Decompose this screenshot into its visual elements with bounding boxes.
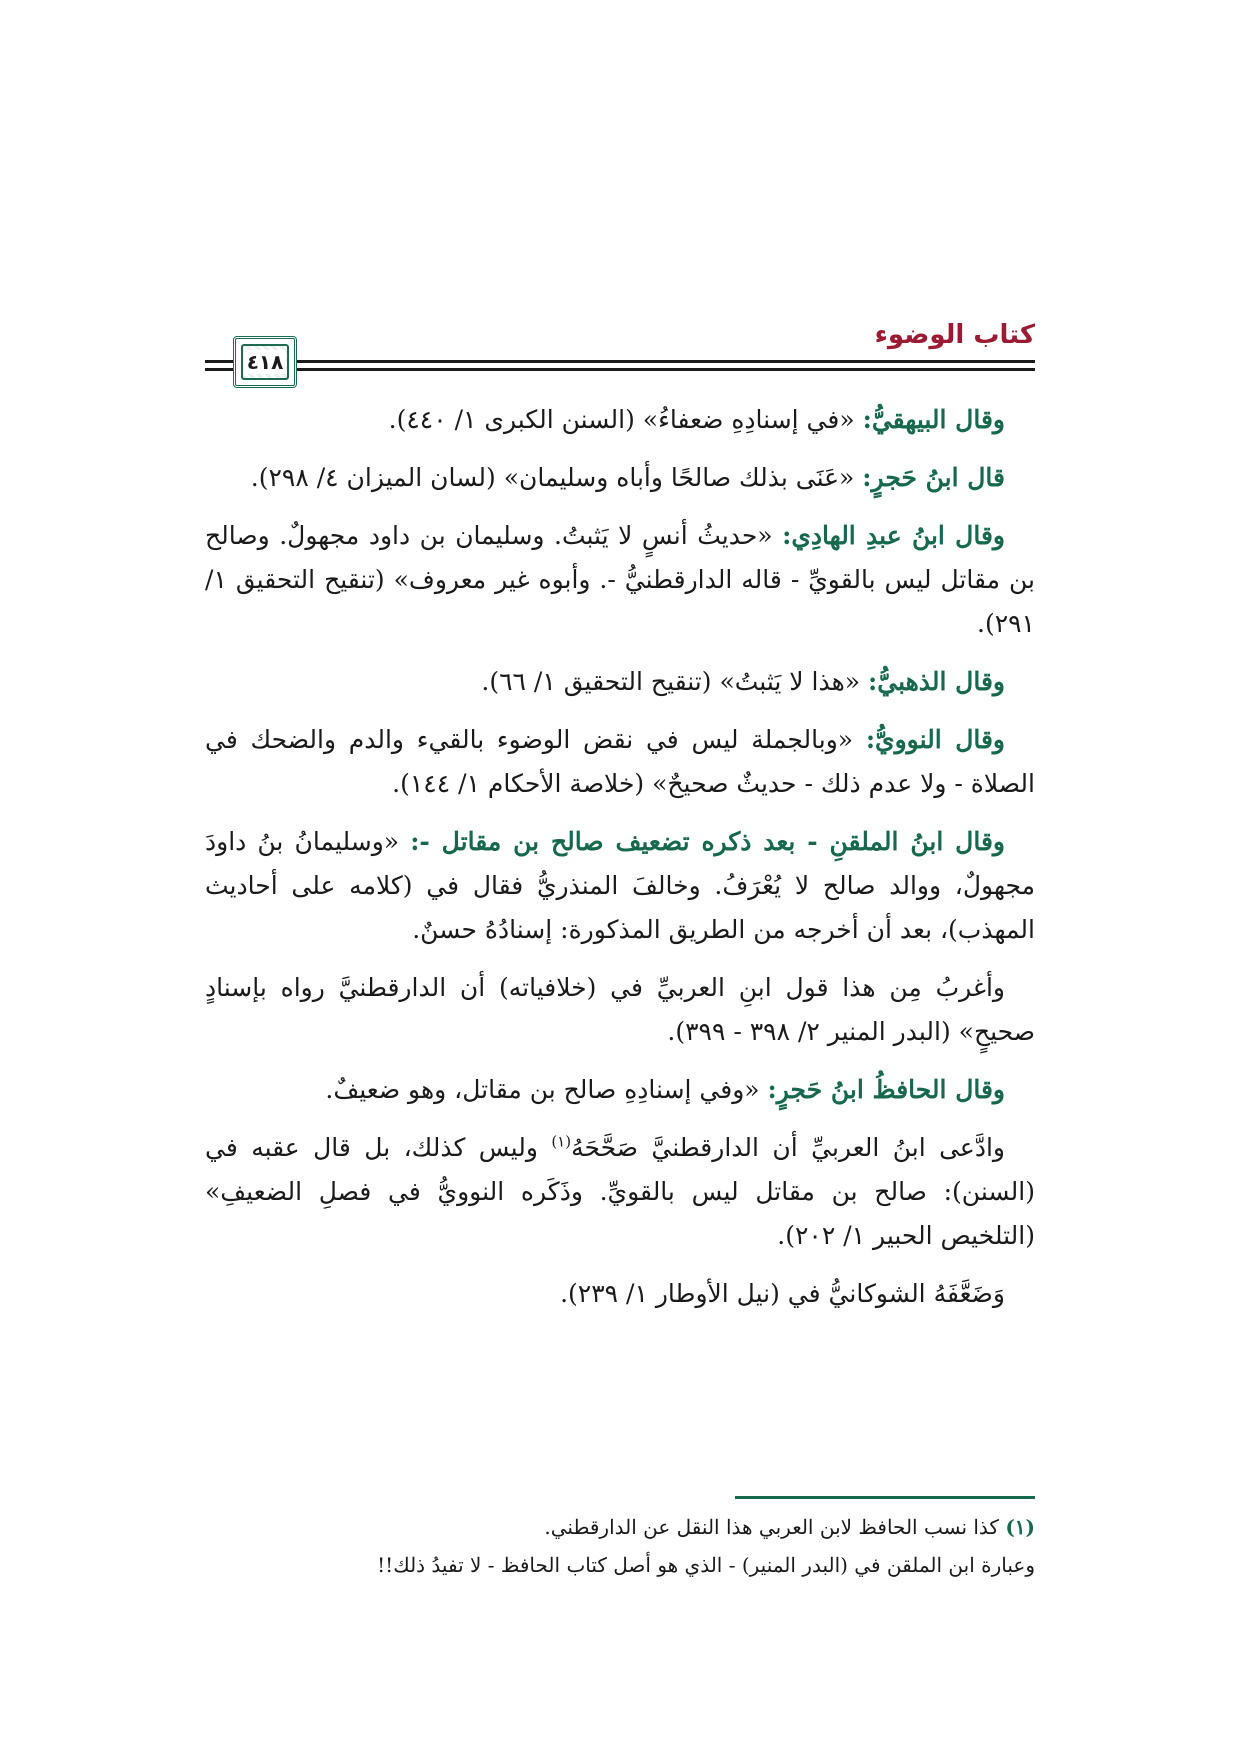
paragraph [205, 456, 1035, 500]
quote-text: وليس كذلك، بل قال عقبه في (السنن): صالح بن مقاتل ليس بالقويِّ. وذَكَره النوويُّ في فصلِ الضعيفِ» (التلخيص الحبير ١/ ٢٠٢). [205, 1133, 1035, 1250]
speaker-lead: قال ابنُ حَجرٍ: [862, 463, 1005, 492]
speaker-lead: وقال النوويُّ: [865, 725, 1005, 754]
footnote-text: وعبارة ابن الملقن في (البدر المنير) - الذي هو أصل كتاب الحافظ - لا تفيدُ ذلك!! [377, 1553, 1035, 1577]
quote-text: وَضَعَّفَهُ الشوكانيُّ في (نيل الأوطار ١/ ٢٣٩). [560, 1279, 1005, 1308]
speaker-lead: وقال البيهقيُّ: [862, 405, 1005, 434]
quote-text: «وسليمانُ بنُ داودَ مجهولٌ، ووالد صالح لا يُعْرَفُ. وخالفَ المنذريُّ فقال في (كلامه على أحاديث المهذب)، بعد أن أخرجه من الطريق المذكورة: إسنادُهُ حسنٌ. [205, 827, 1035, 944]
running-title: كتاب الوضوء [874, 320, 1035, 350]
quote-text: «في إسنادِهِ ضعفاءُ» (السنن الكبرى ١/ ٤٤٠). [388, 405, 863, 434]
speaker-lead: وقال الذهبيُّ: [868, 667, 1005, 696]
paragraph [205, 966, 1035, 1054]
paragraph [205, 1126, 1035, 1258]
paragraph [205, 514, 1035, 646]
speaker-lead: وقال ابنُ الملقنِ - بعد ذكره تضعيف صالح بن مقاتل -: [410, 827, 1005, 856]
paragraph [205, 1272, 1035, 1316]
page-number-badge [233, 336, 297, 388]
footnotes [205, 1508, 1035, 1584]
page-body [205, 398, 1035, 1330]
footnote-separator [735, 1496, 1035, 1499]
page-number: ٤١٨ [244, 350, 287, 374]
quote-text: «وفي إسنادِهِ صالح بن مقاتل، وهو ضعيفٌ. [325, 1075, 768, 1104]
speaker-lead: وقال الحافظُ ابنُ حَجرٍ: [767, 1075, 1005, 1104]
speaker-lead: وقال ابنُ عبدِ الهادِي: [782, 521, 1005, 550]
ornament-frame [241, 344, 289, 380]
paragraph [205, 398, 1035, 442]
header-rule [205, 360, 1035, 363]
paragraph [205, 718, 1035, 806]
footnote [205, 1508, 1035, 1546]
header-rule [205, 368, 1035, 371]
paragraph [205, 820, 1035, 952]
footnote-reference[interactable]: (١) [551, 1132, 572, 1151]
quote-text: «هذا لا يَثبتُ» (تنقيح التحقيق ١/ ٦٦). [481, 667, 868, 696]
quote-text: وأغربُ مِن هذا قول ابنِ العربيِّ في (خلافياته) أن الدارقطنيَّ رواه بإسنادٍ صحيحٍ» (البدر المنير ٢/ ٣٩٨ - ٣٩٩). [205, 973, 1035, 1046]
quote-text: «عَنَى بذلك صالحًا وأباه وسليمان» (لسان الميزان ٤/ ٢٩٨). [250, 463, 863, 492]
quote-text: «حديثُ أنسٍ لا يَثبتُ. وسليمان بن داود مجهولٌ. وصالح بن مقاتل ليس بالقويِّ - قاله الدارقطنيُّ -. وأبوه غير معروف» (تنقيح التحقيق ١/ ٢٩١). [205, 521, 1035, 638]
paragraph [205, 660, 1035, 704]
quote-text: «وبالجملة ليس في نقض الوضوء بالقيء والدم والضحك في الصلاة - ولا عدم ذلك - حديثٌ صحيحٌ» (خلاصة الأحكام ١/ ١٤٤). [205, 725, 1035, 798]
paragraph [205, 1068, 1035, 1112]
footnote [205, 1546, 1035, 1584]
footnote-text: كذا نسب الحافظ لابن العربي هذا النقل عن الدارقطني. [544, 1515, 1006, 1539]
quote-text: وادَّعى ابنُ العربيِّ أن الدارقطنيَّ صَحَّحَهُ [571, 1133, 1005, 1162]
footnote-marker: (١) [1005, 1515, 1035, 1539]
page-header [205, 320, 1035, 390]
